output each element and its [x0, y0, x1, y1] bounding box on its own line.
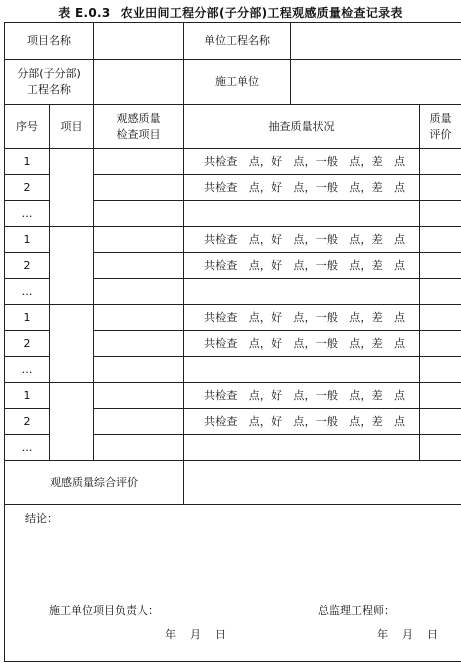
unit-project-cell: [184, 23, 461, 60]
status-cell: 共检查 点，好 点，一般 点，差 点: [184, 383, 420, 409]
seq-cell: 1: [5, 383, 50, 409]
supervisor-date: 年 月 日: [377, 628, 438, 641]
supervisor-signature-label: 总监理工程师：: [318, 604, 395, 617]
seq-cell: 1: [5, 305, 50, 331]
check-item-cell[interactable]: [94, 435, 184, 461]
seq-cell: 2: [5, 409, 50, 435]
rating-cell[interactable]: [420, 253, 461, 279]
contractor-signature-label: 施工单位项目负责人：: [49, 604, 159, 617]
check-item-cell[interactable]: [94, 305, 184, 331]
seq-cell: 2: [5, 175, 50, 201]
rating-cell[interactable]: [420, 383, 461, 409]
col-rating-line2: 评价: [429, 127, 452, 141]
status-cell[interactable]: [184, 357, 420, 383]
rating-cell[interactable]: [420, 435, 461, 461]
status-cell: 共检查 点，好 点，一般 点，差 点: [184, 149, 420, 175]
seq-cell: 1: [5, 149, 50, 175]
subdivision-row: [5, 60, 461, 105]
check-item-cell[interactable]: [94, 383, 184, 409]
rating-cell[interactable]: [420, 201, 461, 227]
item-cell[interactable]: [50, 305, 94, 383]
conclusion-label: 结论：: [25, 512, 58, 525]
rating-cell[interactable]: [420, 227, 461, 253]
status-cell: 共检查 点，好 点，一般 点，差 点: [184, 305, 420, 331]
construction-unit-label: 施工单位: [184, 60, 291, 104]
subdivision-label: [5, 60, 94, 105]
status-cell: 共检查 点，好 点，一般 点，差 点: [184, 409, 420, 435]
col-item: 项目: [50, 105, 94, 149]
table-row: [5, 383, 461, 409]
project-name-value[interactable]: [94, 23, 184, 60]
overall-rating-label: 观感质量综合评价: [5, 461, 184, 505]
column-header-row: [5, 105, 461, 149]
seq-cell: …: [5, 201, 50, 227]
table-row: [5, 305, 461, 331]
rating-cell[interactable]: [420, 149, 461, 175]
seq-cell: 2: [5, 331, 50, 357]
overall-rating-value[interactable]: [184, 461, 461, 505]
check-item-cell[interactable]: [94, 279, 184, 305]
subdivision-value[interactable]: [94, 60, 184, 105]
project-info-row: [5, 23, 461, 60]
seq-cell: 2: [5, 253, 50, 279]
status-cell[interactable]: [184, 435, 420, 461]
table-row: [5, 149, 461, 175]
col-check-item-line1: 观感质量: [116, 111, 161, 125]
conclusion-row: [5, 505, 461, 662]
seq-cell: …: [5, 357, 50, 383]
unit-project-label: 单位工程名称: [184, 23, 291, 59]
col-check-item: [94, 105, 184, 149]
check-item-cell[interactable]: [94, 227, 184, 253]
col-rating-line1: 质量: [429, 111, 452, 125]
table-title-text: 农业田间工程分部(子分部)工程观感质量检查记录表: [120, 6, 403, 20]
overall-rating-row: [5, 461, 461, 505]
status-cell: 共检查 点，好 点，一般 点，差 点: [184, 175, 420, 201]
conclusion-cell[interactable]: [5, 505, 461, 662]
check-item-cell[interactable]: [94, 253, 184, 279]
rating-cell[interactable]: [420, 357, 461, 383]
item-cell[interactable]: [50, 383, 94, 461]
status-cell: 共检查 点，好 点，一般 点，差 点: [184, 253, 420, 279]
col-seq: 序号: [5, 105, 50, 149]
table-row: [5, 227, 461, 253]
construction-unit-cell: [184, 60, 461, 105]
subdivision-label-line2: 工程名称: [27, 83, 71, 96]
check-item-cell[interactable]: [94, 149, 184, 175]
col-rating: [420, 105, 461, 149]
seq-cell: 1: [5, 227, 50, 253]
table-title: [0, 4, 461, 21]
rating-cell[interactable]: [420, 409, 461, 435]
rating-cell[interactable]: [420, 175, 461, 201]
item-cell[interactable]: [50, 149, 94, 227]
check-item-cell[interactable]: [94, 201, 184, 227]
status-cell[interactable]: [184, 201, 420, 227]
check-item-cell[interactable]: [94, 331, 184, 357]
status-cell: 共检查 点，好 点，一般 点，差 点: [184, 227, 420, 253]
subdivision-label-line1: 分部(子分部): [17, 67, 81, 81]
check-item-cell[interactable]: [94, 409, 184, 435]
check-item-cell[interactable]: [94, 357, 184, 383]
check-item-cell[interactable]: [94, 175, 184, 201]
project-name-label: 项目名称: [5, 23, 94, 60]
item-cell[interactable]: [50, 227, 94, 305]
inspection-record-table: [4, 22, 461, 662]
seq-cell: …: [5, 279, 50, 305]
col-status: 抽查质量状况: [184, 105, 420, 149]
contractor-date: 年 月 日: [165, 628, 226, 641]
table-number: 表 E.0.3: [58, 6, 111, 20]
status-cell: 共检查 点，好 点，一般 点，差 点: [184, 331, 420, 357]
rating-cell[interactable]: [420, 331, 461, 357]
rating-cell[interactable]: [420, 279, 461, 305]
rating-cell[interactable]: [420, 305, 461, 331]
seq-cell: …: [5, 435, 50, 461]
status-cell[interactable]: [184, 279, 420, 305]
col-check-item-line2: 检查项目: [116, 127, 161, 141]
